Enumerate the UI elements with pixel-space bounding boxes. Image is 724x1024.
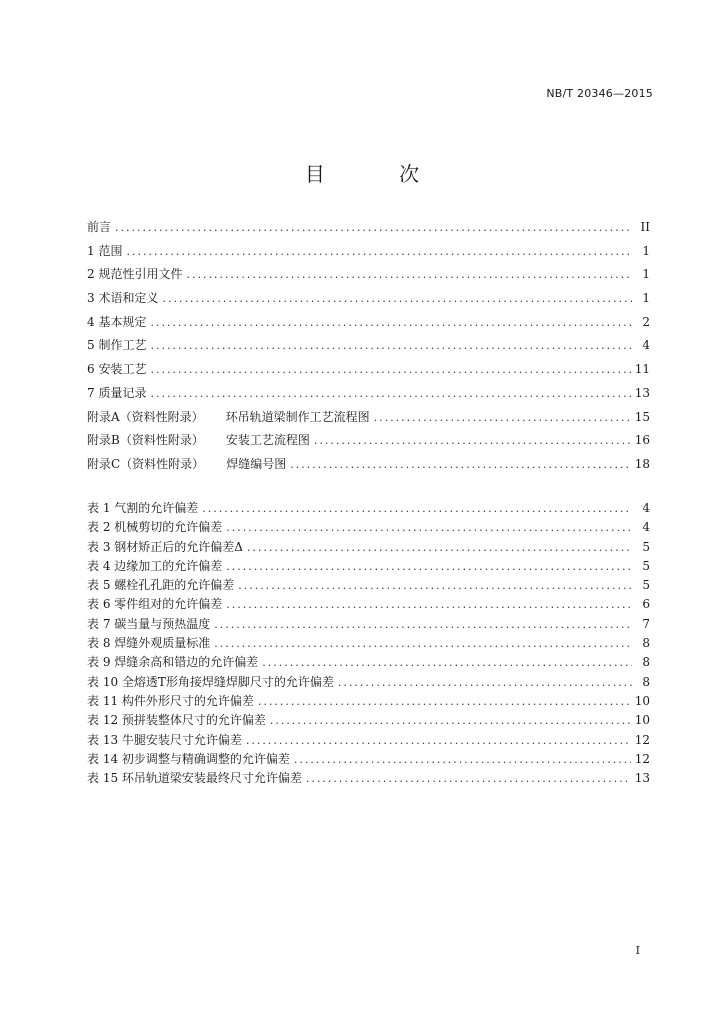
table-entry-page: 8 (642, 636, 650, 651)
toc-entry-page: 16 (634, 433, 650, 448)
dot-leader (262, 656, 632, 669)
toc-entry-label (87, 431, 310, 448)
table-entry-page: 7 (642, 616, 650, 631)
toc-entry-label: 5 制作工艺 (87, 338, 147, 353)
toc-entry[interactable] (87, 265, 650, 289)
toc-entry-label: 4 基本规定 (87, 314, 147, 329)
table-entry-label: 表 12 预拼装整体尺寸的允许偏差 (87, 713, 266, 728)
appendix-label: 附录B（资料性附录） (87, 433, 204, 448)
dot-leader (150, 339, 632, 352)
table-entry-label: 表 4 边缘加工的允许偏差 (87, 558, 223, 573)
toc-entry-page: 1 (642, 243, 650, 258)
table-entry-page: 4 (642, 520, 650, 535)
table-entry[interactable] (87, 769, 650, 788)
table-entry-label: 表 13 牛腿安装尺寸允许偏差 (87, 732, 242, 747)
table-entry[interactable] (87, 538, 650, 557)
table-entry-page: 12 (634, 751, 650, 766)
toc-entry-page: II (640, 220, 650, 234)
appendix-label: 附录A（资料性附录） (87, 409, 204, 424)
toc-entry-page: 4 (642, 338, 650, 353)
toc-entry-label (87, 408, 370, 425)
table-entry-page: 5 (642, 539, 650, 554)
table-entry-page: 10 (634, 693, 650, 708)
appendix-title: 焊缝编号图 (226, 456, 287, 471)
toc-entry[interactable] (87, 289, 650, 313)
table-entry-page: 6 (642, 597, 650, 612)
appendix-title: 环吊轨道梁制作工艺流程图 (225, 409, 370, 424)
toc-entry-page: 15 (634, 409, 650, 424)
table-entry-label: 表 15 环吊轨道梁安装最终尺寸允许偏差 (87, 771, 302, 786)
toc-entry[interactable] (87, 218, 650, 242)
toc-entry[interactable] (87, 384, 650, 408)
toc-entry-label: 1 范围 (87, 243, 123, 258)
table-entry-page: 10 (634, 713, 650, 728)
toc-entry-label: 7 质量记录 (87, 385, 147, 400)
document-code: NB/T 20346—2015 (546, 87, 653, 100)
table-entry[interactable] (87, 750, 650, 769)
table-entry-label: 表 2 机械剪切的允许偏差 (87, 520, 223, 535)
dot-leader (150, 387, 630, 400)
dot-leader (202, 502, 632, 515)
toc-entry-label (87, 455, 286, 472)
table-entry-label: 表 3 钢材矫正后的允许偏差Δ (87, 539, 243, 554)
toc-entry-label: 前言 (87, 220, 112, 234)
table-entry[interactable] (87, 595, 650, 614)
appendix-label: 附录C（资料性附录） (87, 456, 205, 471)
table-entry-label: 表 1 气割的允许偏差 (87, 501, 199, 515)
table-entry[interactable] (87, 673, 650, 692)
table-entry-page: 4 (642, 501, 650, 515)
dot-leader (238, 579, 632, 592)
table-entry-page: 5 (642, 558, 650, 573)
table-entry[interactable] (87, 634, 650, 653)
table-entry[interactable] (87, 557, 650, 576)
toc-entry[interactable] (87, 313, 650, 337)
dot-leader (214, 618, 632, 631)
toc-tables (87, 499, 650, 788)
dot-leader (314, 434, 631, 447)
toc-entry-label: 6 安装工艺 (87, 362, 147, 377)
dot-leader (226, 521, 632, 534)
toc-entry-page: 2 (642, 314, 650, 329)
dot-leader (150, 363, 630, 376)
table-entry[interactable] (87, 615, 650, 634)
dot-leader (226, 598, 632, 611)
dot-leader (214, 637, 632, 650)
dot-leader (374, 411, 631, 424)
dot-leader (270, 714, 631, 727)
table-entry[interactable] (87, 692, 650, 711)
appendix-title: 安装工艺流程图 (225, 433, 310, 448)
dot-leader (338, 676, 632, 689)
table-entry-page: 5 (642, 578, 650, 593)
table-entry[interactable] (87, 576, 650, 595)
toc-sections (87, 218, 650, 479)
toc-entry-label: 3 术语和定义 (87, 291, 159, 306)
table-entry-label: 表 14 初步调整与精确调整的允许偏差 (87, 751, 290, 766)
table-entry-label: 表 9 焊缝余高和错边的允许偏差 (87, 655, 259, 670)
toc-entry-page: 1 (642, 291, 650, 306)
table-entry[interactable] (87, 731, 650, 750)
dot-leader (115, 221, 632, 234)
dot-leader (306, 772, 631, 785)
page-title: 目 次 (304, 162, 454, 186)
toc-entry-label: 2 规范性引用文件 (87, 267, 183, 282)
table-entry-label: 表 11 构件外形尺寸的允许偏差 (87, 693, 254, 708)
table-entry-label: 表 5 螺栓孔孔距的允许偏差 (87, 578, 235, 593)
toc-entry-page: 11 (634, 362, 650, 377)
table-entry[interactable] (87, 711, 650, 730)
dot-leader (126, 245, 632, 258)
dot-leader (290, 458, 631, 471)
table-entry[interactable] (87, 499, 650, 518)
toc-entry-page: 18 (634, 456, 650, 471)
dot-leader (226, 560, 632, 573)
table-entry-page: 12 (634, 732, 650, 747)
toc-entry[interactable] (87, 336, 650, 360)
table-entry-page: 8 (642, 674, 650, 689)
table-entry-page: 8 (642, 655, 650, 670)
dot-leader (294, 753, 631, 766)
table-entry-label: 表 10 全熔透T形角接焊缝焊脚尺寸的允许偏差 (87, 674, 334, 689)
table-entry-label: 表 8 焊缝外观质量标准 (87, 636, 211, 651)
dot-leader (150, 316, 632, 329)
table-entry-page: 13 (634, 771, 650, 786)
table-entry[interactable] (87, 518, 650, 537)
table-entry-label: 表 6 零件组对的允许偏差 (87, 597, 223, 612)
toc-entry-appendix[interactable] (87, 455, 650, 479)
table-entry[interactable] (87, 653, 650, 672)
dot-leader (246, 734, 631, 747)
toc-entry-page: 13 (634, 385, 650, 400)
toc-entry[interactable] (87, 360, 650, 384)
dot-leader (186, 268, 632, 281)
toc-entry-page: 1 (642, 267, 650, 282)
toc-entry[interactable] (87, 242, 650, 266)
toc-entry-appendix[interactable] (87, 408, 650, 432)
table-entry-label: 表 7 碳当量与预热温度 (87, 616, 211, 631)
toc-entry-appendix[interactable] (87, 431, 650, 455)
dot-leader (162, 292, 632, 305)
dot-leader (258, 695, 631, 708)
page-number: I (635, 944, 640, 957)
dot-leader (247, 541, 632, 554)
